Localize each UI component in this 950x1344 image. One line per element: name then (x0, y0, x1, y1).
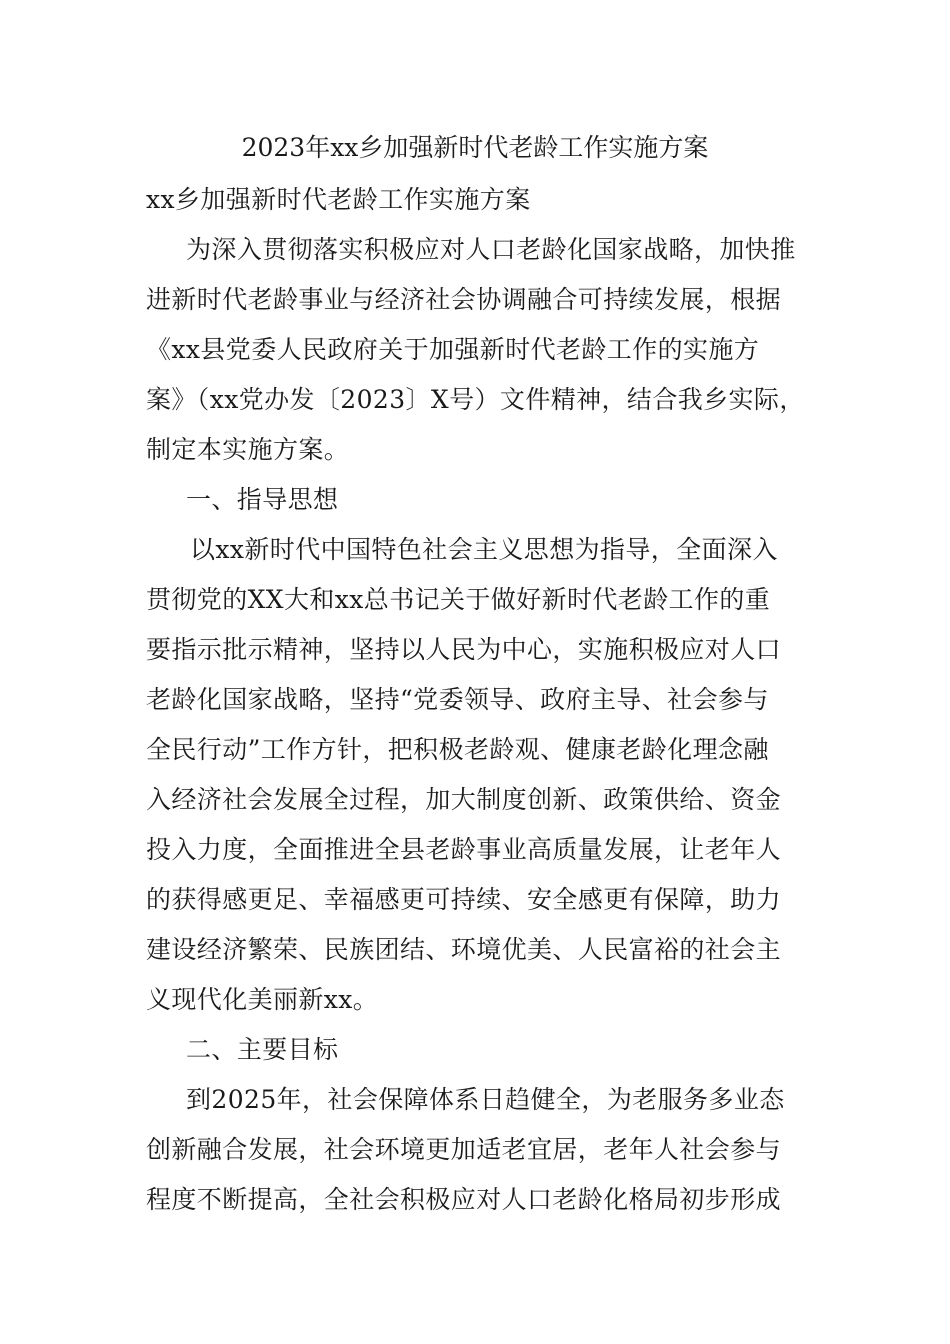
paragraph-line: 到2025年，社会保障体系日趋健全，为老服务多业态 (186, 1085, 785, 1114)
paragraph-line: 建设经济繁荣、民族团结、环境优美、人民富裕的社会主 (146, 935, 782, 964)
paragraph-line: 投入力度，全面推进全县老龄事业高质量发展，让老年人 (146, 835, 782, 864)
paragraph-line: 程度不断提高，全社会积极应对人口老龄化格局初步形成 (146, 1185, 782, 1214)
paragraph-line: 的获得感更足、幸福感更可持续、安全感更有保障，助力 (146, 885, 782, 914)
paragraph-line: 要指示批示精神，坚持以人民为中心，实施积极应对人口 (146, 635, 782, 664)
document-subtitle: xx乡加强新时代老龄工作实施方案 (146, 185, 531, 214)
paragraph-line: 进新时代老龄事业与经济社会协调融合可持续发展，根据 (146, 285, 782, 314)
paragraph-line: 案》（xx党办发〔2023〕X号）文件精神，结合我乡实际， (146, 385, 805, 414)
paragraph-line: 全民行动”工作方针，把积极老龄观、健康老龄化理念融 (146, 735, 769, 764)
paragraph-line: 贯彻党的XX大和xx总书记关于做好新时代老龄工作的重 (146, 585, 771, 614)
paragraph-line: 为深入贯彻落实积极应对人口老龄化国家战略，加快推 (186, 235, 796, 264)
section-heading: 一、指导思想 (186, 485, 339, 514)
paragraph-line: 《xx县党委人民政府关于加强新时代老龄工作的实施方 (146, 335, 760, 364)
paragraph-line: 以xx新时代中国特色社会主义思想为指导，全面深入 (190, 535, 778, 564)
paragraph-line: 制定本实施方案。 (146, 435, 350, 464)
paragraph-line: 创新融合发展，社会环境更加适老宜居，老年人社会参与 (146, 1135, 782, 1164)
paragraph-line: 入经济社会发展全过程，加大制度创新、政策供给、资金 (146, 785, 782, 814)
section-heading: 二、主要目标 (186, 1035, 339, 1064)
paragraph-line: 义现代化美丽新xx。 (146, 985, 379, 1014)
paragraph-line: 老龄化国家战略，坚持“党委领导、政府主导、社会参与 (146, 685, 769, 714)
document-title: 2023年xx乡加强新时代老龄工作实施方案 (241, 133, 709, 162)
